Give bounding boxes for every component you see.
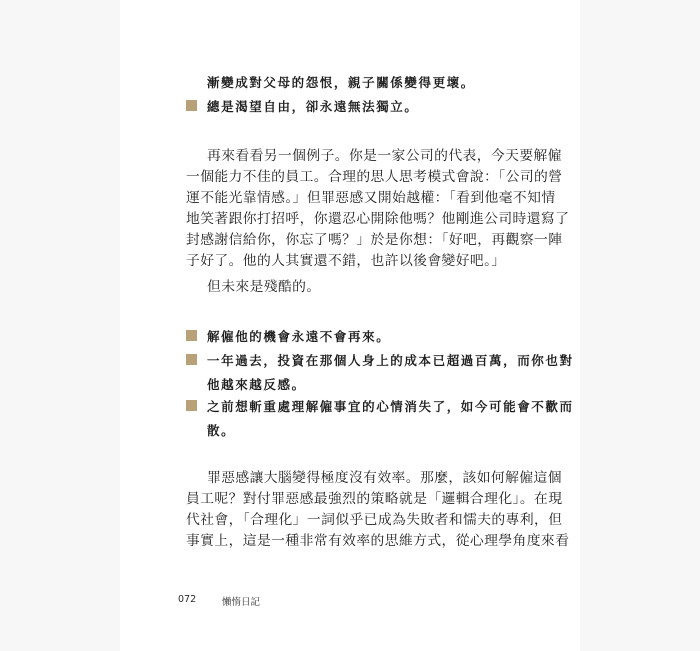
paragraph-line: 運不能光靠情感。」但罪惡感又開始越權：「看到他毫不知情 xyxy=(186,190,556,206)
paragraph-line: 事實上，這是一種非常有效率的思維方式，從心理學角度來看 xyxy=(186,533,570,549)
bullet-square-icon xyxy=(186,330,197,341)
paragraph-line: 代社會，「合理化」一詞似乎已成為失敗者和懦夫的專利，但 xyxy=(186,512,563,528)
bullet-item-text: 一年過去，投資在那個人身上的成本已超過百萬，而你也對 xyxy=(207,353,574,368)
paragraph-line: 員工呢？對付罪惡感最強烈的策略就是「邏輯合理化」。在現 xyxy=(186,491,563,507)
bullet-item-text: 之前想斬重處理解僱事宜的心情消失了，如今可能會不歡而 xyxy=(207,399,574,414)
bullet-continuation-line: 漸變成對父母的怨恨，親子關係變得更壞。 xyxy=(207,75,475,90)
paragraph-line: 再來看看另一個例子。你是一家公司的代表，今天要解僱 xyxy=(207,148,562,164)
paragraph-line: 一個能力不佳的員工。合理的思人思考模式會說：「公司的營 xyxy=(186,169,563,185)
bullet-square-icon xyxy=(186,100,197,111)
paragraph-line: 但未來是殘酷的。 xyxy=(207,279,321,295)
running-footer-title: 懶惰日記 xyxy=(222,597,261,608)
bullet-item-text: 解僱他的機會永遠不會再來。 xyxy=(207,329,391,344)
page-number: 072 xyxy=(178,594,197,605)
paragraph-line: 地笑著跟你打招呼，你還忍心開除他嗎？他剛進公司時還寫了 xyxy=(186,211,570,227)
bullet-item-text: 散。 xyxy=(207,423,236,438)
book-page xyxy=(120,0,580,651)
paragraph-line: 罪惡感讓大腦變得極度沒有效率。那麼，該如何解僱這個 xyxy=(207,470,562,486)
paragraph-line: 封感謝信給你，你忘了嗎？」於是你想：「好吧，再觀察一陣 xyxy=(186,232,563,248)
bullet-item-text: 總是渴望自由，卻永遠無法獨立。 xyxy=(207,99,419,114)
paragraph-line: 子好了。他的人其實還不錯，也許以後會變好吧。」 xyxy=(186,253,506,269)
bullet-square-icon xyxy=(186,354,197,365)
bullet-item-text: 他越來越反感。 xyxy=(207,377,306,392)
bullet-square-icon xyxy=(186,400,197,411)
